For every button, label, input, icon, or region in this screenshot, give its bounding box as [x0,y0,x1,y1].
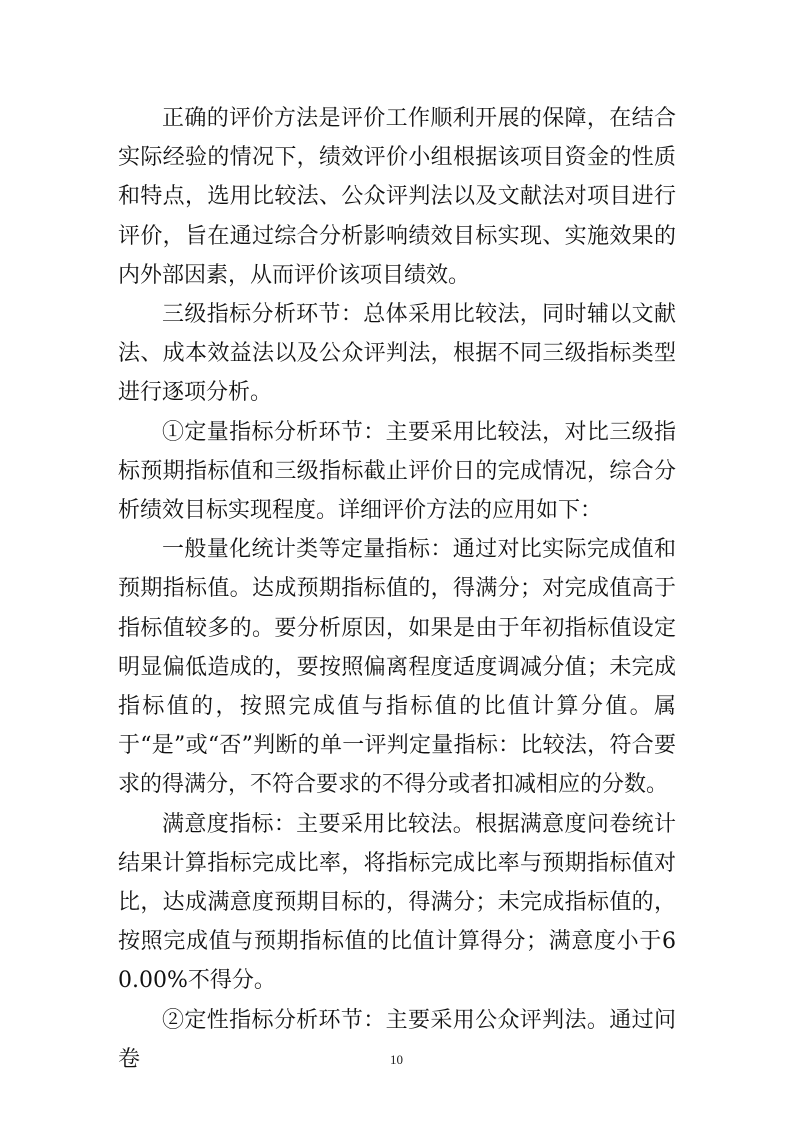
paragraph-level3-analysis: 三级指标分析环节：总体采用比较法，同时辅以文献法、成本效益法以及公众评判法，根据不同三级指标类型进行逐项分析。 [118,302,676,406]
paragraph-quantitative-analysis: ①定量指标分析环节：主要采用比较法，对比三级指标预期指标值和三级指标截止评价日的完成情况，综合分析绩效目标实现程度。详细评价方法的应用如下： [118,419,676,524]
paragraph-evaluation-methods: 正确的评价方法是评价工作顺利开展的保障，在结合实际经验的情况下，绩效评价小组根据该项目资金的性质和特点，选用比较法、公众评判法以及文献法对项目进行评价，旨在通过综合分析影响绩效目标实现、实施效果的内外部因素，从而评价该项目绩效。 [118,106,676,288]
paragraph-satisfaction-indicators: 满意度指标：主要采用比较法。根据满意度问卷统计结果计算指标完成比率，将指标完成比率与预期指标值对比，达成满意度预期目标的，得满分；未完成指标值的，按照完成值与预期指标值的比值计算得分；满意度小于60.00%不得分。 [118,811,676,994]
paragraph-general-quantitative-indicators: 一般量化统计类等定量指标：通过对比实际完成值和预期指标值。达成预期指标值的，得满分；对完成值高于指标值较多的。要分析原因，如果是由于年初指标值设定明显偏低造成的，要按照偏离程度适度调减分值；未完成指标值的，按照完成值与指标值的比值计算分值。属于“是”或“否”判断的单一评判定量指标：比较法，符合要求的得满分，不符合要求的不得分或者扣减相应的分数。 [118,537,676,798]
body-text [118,99,676,1079]
page-number: 10 [390,1052,403,1067]
paragraph-qualitative-analysis: ②定性指标分析环节：主要采用公众评判法。通过问卷 [118,1007,676,1072]
